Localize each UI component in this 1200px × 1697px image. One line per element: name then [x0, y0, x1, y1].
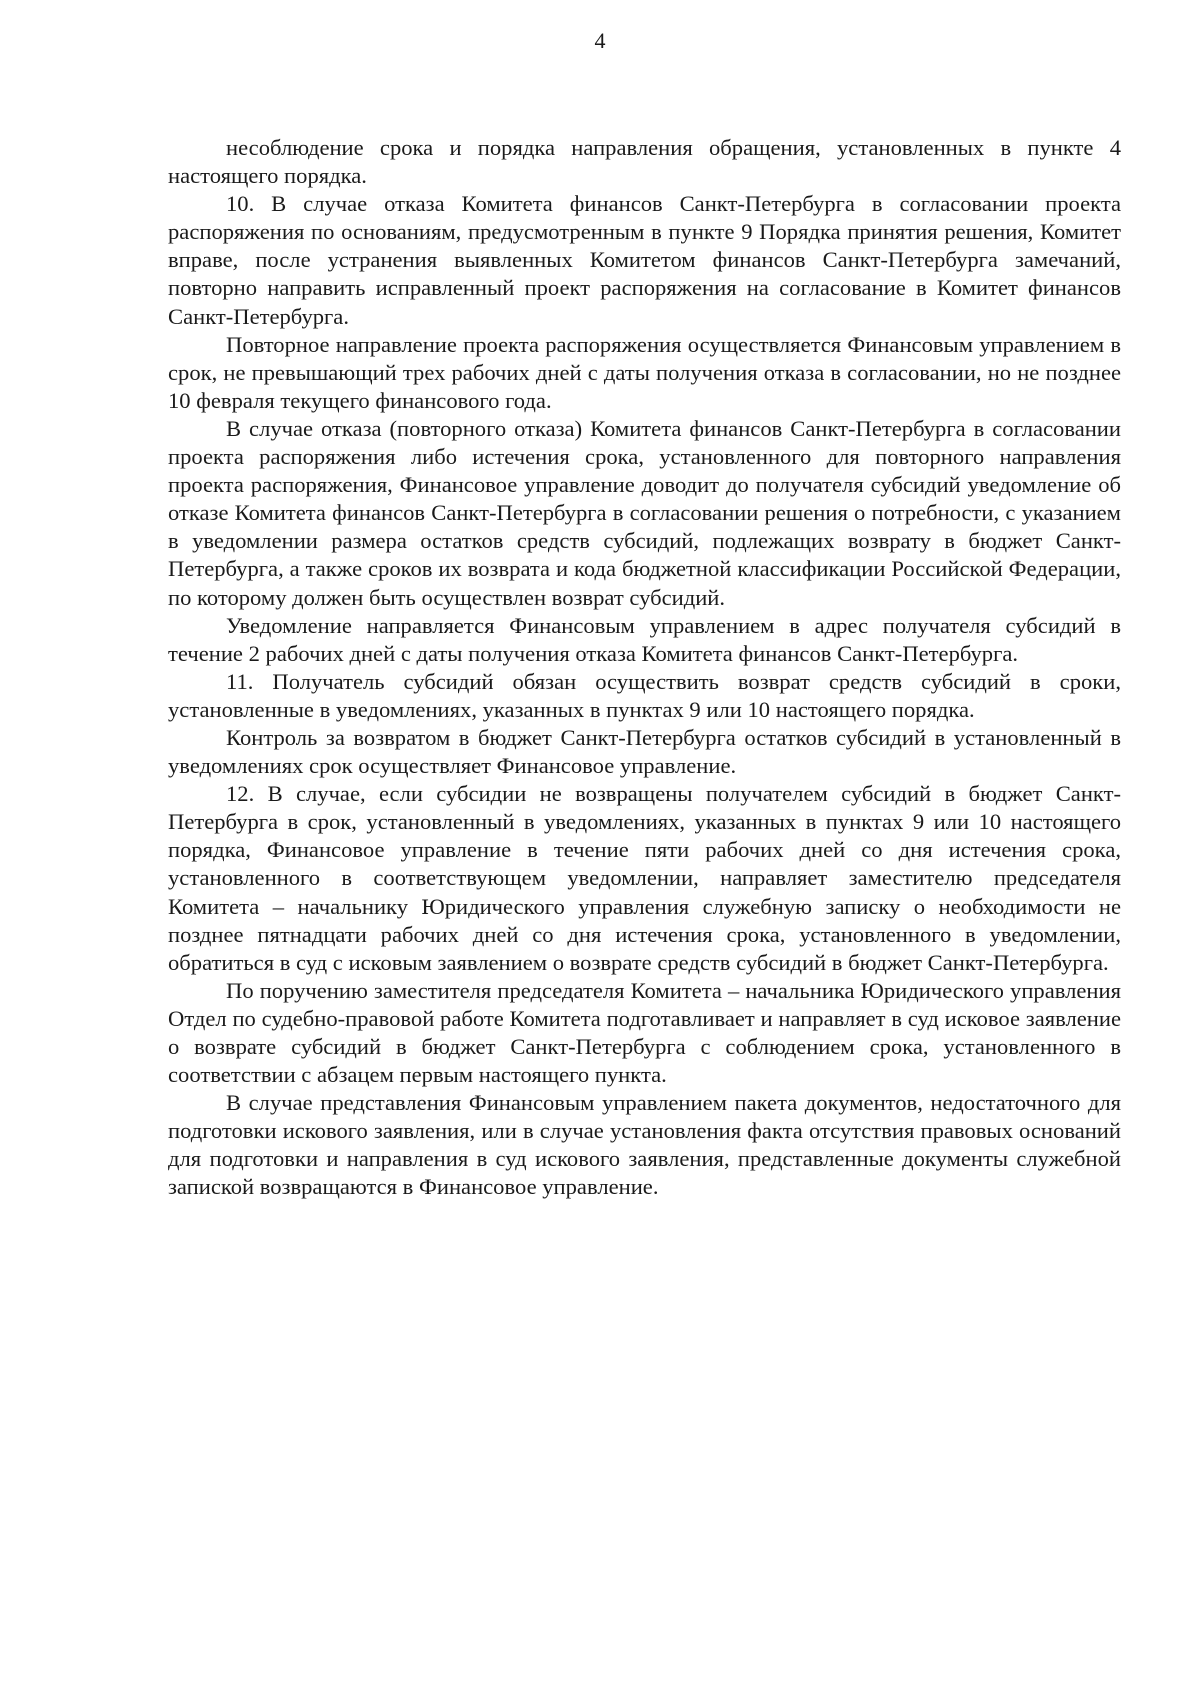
paragraph-continuation: несоблюдение срока и порядка направления обращения, установленных в пункте 4 настоящего порядка.	[168, 135, 1121, 189]
paragraph-documents-return: В случае представления Финансовым управлением пакета документов, недостаточного для подготовки искового заявления, или в случае установления факта отсутствия правовых оснований для подготовки и направления в суд искового заявления, представленные документы служебной запиской возвращаются в Финансовое управление.	[168, 1090, 1121, 1200]
paragraph-notice-delivery: Уведомление направляется Финансовым управлением в адрес получателя субсидий в течение 2 рабочих дней с даты получения отказа Комитета финансов Санкт-Петербурга.	[168, 612, 1121, 666]
paragraph-item-12: 12. В случае, если субсидии не возвращены получателем субсидий в бюджет Санкт-Петербурга в срок, установленный в уведомлениях, указанных в пунктах 9 или 10 настоящего порядка, Финансовое управление в течение пяти рабочих дней со дня истечения срока, установленного в соответствующем уведомлении, направляет заместителю председателя Комитета – начальнику Юридического управления служебную записку о необходимости не позднее пятнадцати рабочих дней со дня истечения срока, установленного в уведомлении, обратиться в суд с исковым заявлением о возврате средств субсидий в бюджет Санкт-Петербурга.	[168, 781, 1121, 975]
paragraph-resubmission: Повторное направление проекта распоряжения осуществляется Финансовым управлением в срок, не превышающий трех рабочих дней с даты получения отказа в согласовании, но не позднее 10 февраля текущего финансового года.	[168, 331, 1121, 413]
paragraph-lawsuit: По поручению заместителя председателя Комитета – начальника Юридического управления Отдел по судебно-правовой работе Комитета подготавливает и направляет в суд исковое заявление о возврате субсидий в бюджет Санкт-Петербурга с соблюдением срока, установленного в соответствии с абзацем первым настоящего пункта.	[168, 977, 1121, 1088]
paragraph-item-11: 11. Получатель субсидий обязан осуществить возврат средств субсидий в сроки, установленные в уведомлениях, указанных в пунктах 9 или 10 настоящего порядка.	[168, 668, 1121, 722]
document-body	[168, 134, 1121, 1202]
paragraph-return-control: Контроль за возвратом в бюджет Санкт-Петербурга остатков субсидий в установленный в уведомлениях срок осуществляет Финансовое управление.	[168, 724, 1121, 779]
paragraph-refusal-notice: В случае отказа (повторного отказа) Комитета финансов Санкт-Петербурга в согласовании проекта распоряжения либо истечения срока, установленного для повторного направления проекта распоряжения, Финансовое управление доводит до получателя субсидий уведомление об отказе Комитета финансов Санкт-Петербурга в согласовании решения о потребности, с указанием в уведомлении размера остатков средств субсидий, подлежащих возврату в бюджет Санкт-Петербурга, а также сроков их возврата и кода бюджетной классификации Российской Федерации, по которому должен быть осуществлен возврат субсидий.	[168, 415, 1121, 610]
paragraph-item-10: 10. В случае отказа Комитета финансов Санкт-Петербурга в согласовании проекта распоряжения по основаниям, предусмотренным в пункте 9 Порядка принятия решения, Комитет вправе, после устранения выявленных Комитетом финансов Санкт-Петербурга замечаний, повторно направить исправленный проект распоряжения на согласование в Комитет финансов Санкт-Петербурга.	[168, 191, 1121, 329]
page-number: 4	[594, 28, 606, 53]
